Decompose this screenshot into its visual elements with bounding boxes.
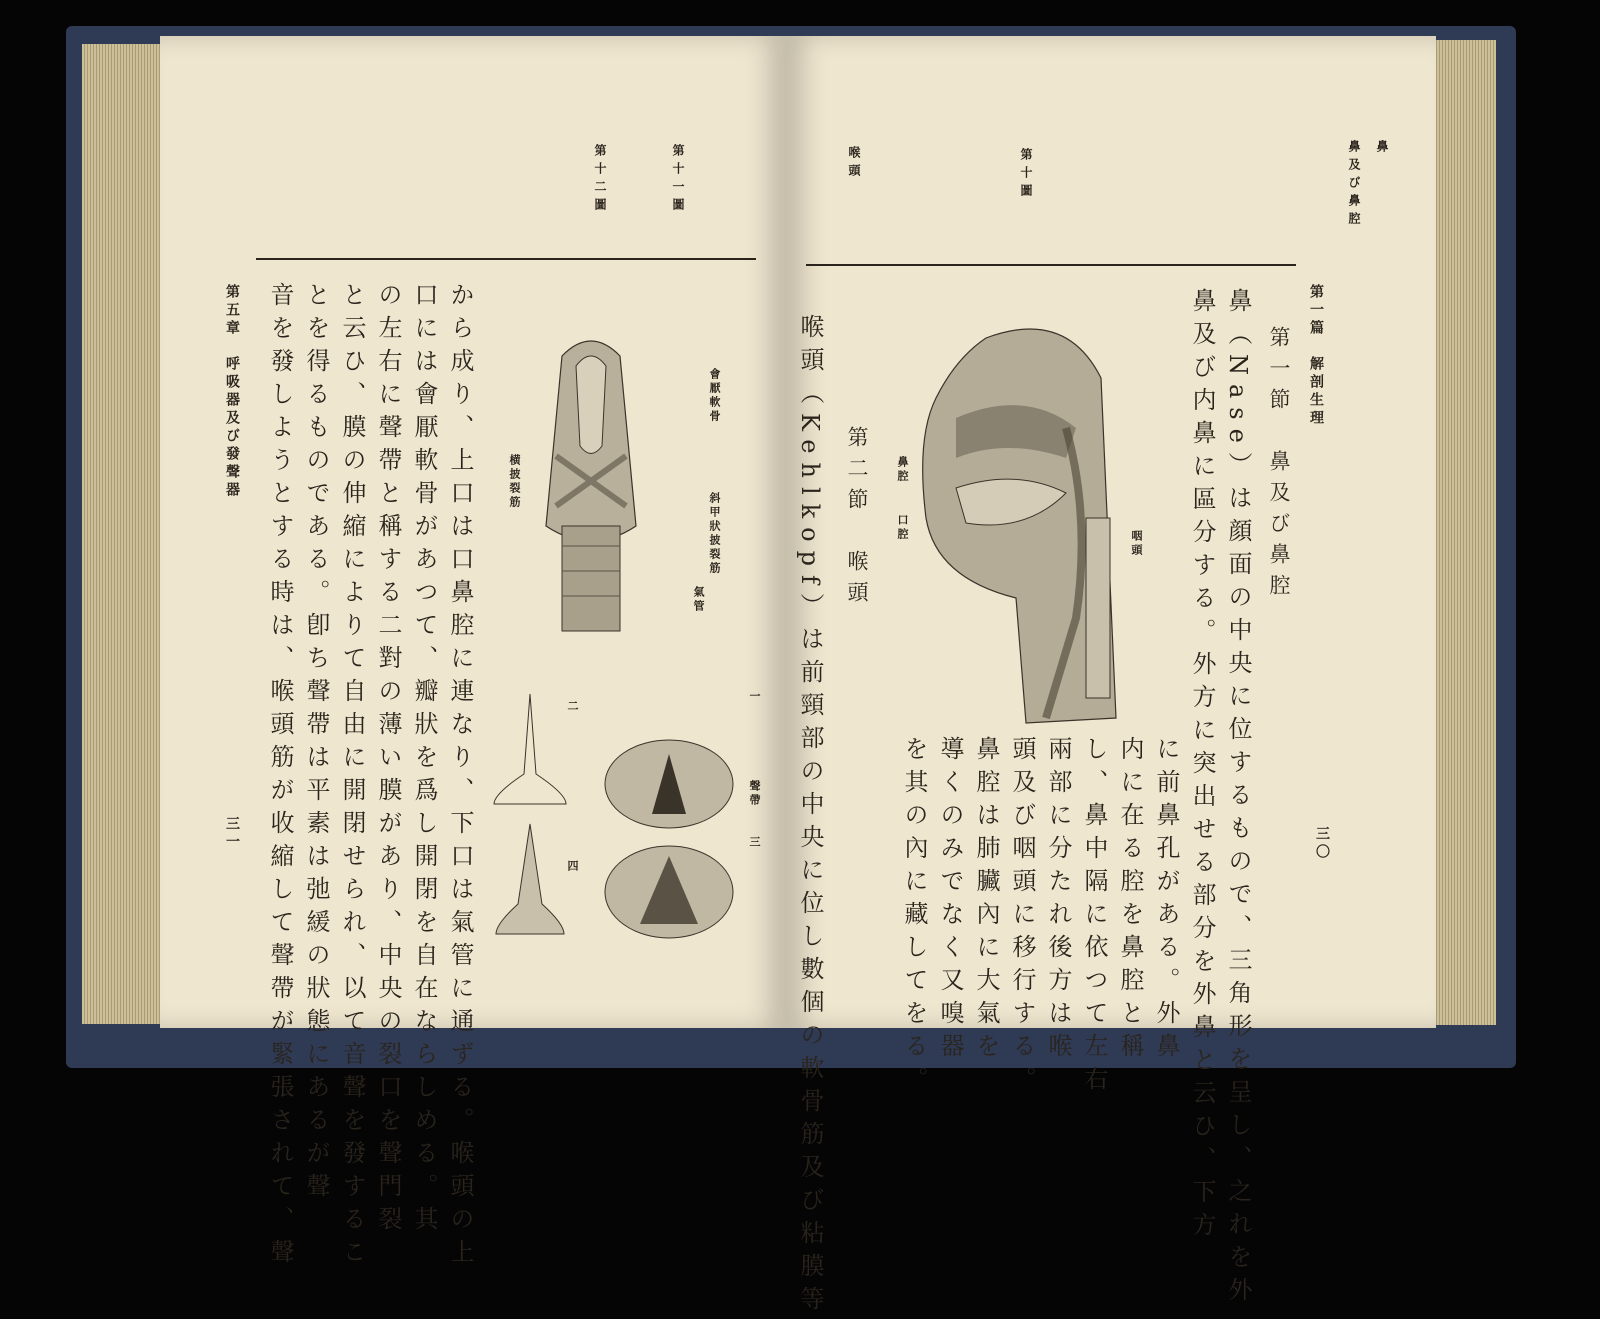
page-number-left: 三一 xyxy=(224,816,240,852)
label-oral-cavity: 口腔 xyxy=(896,514,909,542)
text-column: 鼻及び内鼻に區分する。外方に突出せる部分を外鼻と云ひ、下方 xyxy=(1188,288,1216,1245)
chapter-footer: 第五章 呼吸器及び發聲器 xyxy=(224,284,240,500)
page-edges-left xyxy=(82,44,160,1024)
caption-larynx: 喉頭 xyxy=(847,146,861,182)
label-transverse-muscle: 横披裂筋 xyxy=(508,454,521,510)
label-n1: 一 xyxy=(748,690,761,704)
label-nasal-cavity: 鼻腔 xyxy=(896,456,909,484)
larynx-figure xyxy=(532,326,650,636)
label-oblique-muscle: 斜甲狀披裂筋 xyxy=(708,492,721,576)
text-column: 音を發しようとする時は、喉頭筋が收縮して聲帶が緊張されて、聲 xyxy=(266,282,294,1272)
label-n4: 四 xyxy=(566,860,579,874)
left-page xyxy=(160,36,786,1272)
header-rule xyxy=(256,258,756,260)
section-heading-larynx: 第二節 喉頭 xyxy=(845,426,869,612)
text-column: 兩部に分たれ後方は喉 xyxy=(1044,736,1072,1066)
head-cross-section-figure xyxy=(916,318,1126,728)
page-number-right: 三〇 xyxy=(1314,826,1330,862)
text-column: 頭及び咽頭に移行する。 xyxy=(1008,736,1036,1099)
page-edges-right xyxy=(1434,40,1496,1025)
header-rule xyxy=(806,264,1296,266)
label-n3: 三 xyxy=(748,836,761,850)
vocal-cord-views xyxy=(600,734,738,944)
caption-fig-10: 第十圖 xyxy=(1019,148,1033,202)
margin-note-nose: 鼻 xyxy=(1375,140,1389,158)
right-page xyxy=(786,36,1436,1319)
text-column: 内に在る腔を鼻腔と稱 xyxy=(1116,736,1144,1066)
text-column: を其の內に藏してをる。 xyxy=(900,736,928,1099)
label-pharynx: 咽頭 xyxy=(1130,530,1143,558)
text-column: 鼻（Nase）は顔面の中央に位するもので、三角形を呈し、之れを外 xyxy=(1224,288,1252,1310)
text-column: 鼻腔は肺臟內に大氣を xyxy=(972,736,1000,1066)
text-column: に前鼻孔がある。外鼻 xyxy=(1152,736,1180,1066)
text-column: の左右に聲帶と稱する二對の薄い膜があり、中央の裂口を聲門裂 xyxy=(374,282,402,1239)
part-header: 第一篇 解剖生理 xyxy=(1308,284,1324,428)
text-column: と云ひ、膜の伸縮によりて自由に開閉せられ、以て音聲を發するこ xyxy=(338,282,366,1272)
text-column: から成り、上口は口鼻腔に連なり、下口は氣管に通ずる。喉頭の上 xyxy=(446,282,474,1272)
label-vocal-cords: 聲帶 xyxy=(748,780,761,808)
text-column-larynx: 喉頭（Kehlkopf）は前頸部の中央に位し數個の軟骨筋及び粘膜等 xyxy=(796,314,824,1319)
section-heading-nose: 第一節 鼻及び鼻腔 xyxy=(1267,326,1291,605)
label-epiglottis: 會厭軟骨 xyxy=(708,368,721,424)
text-column: とを得るものである。卽ち聲帶は平素は弛緩の狀態にあるが聲 xyxy=(302,282,330,1206)
text-column: し、鼻中隔に依つて左右 xyxy=(1080,736,1108,1099)
text-column: 導くのみでなく又嗅器 xyxy=(936,736,964,1066)
caption-fig-12: 第十二圖 xyxy=(593,144,607,216)
label-trachea: 氣管 xyxy=(692,586,705,614)
text-column: 口には會厭軟骨があつて、瓣狀を爲し開閉を自在ならしめる。其 xyxy=(410,282,438,1239)
caption-fig-11: 第十一圖 xyxy=(671,144,685,216)
label-n2: 二 xyxy=(566,700,579,714)
margin-note-nose-cavity: 鼻及び鼻腔 xyxy=(1347,140,1361,230)
glottis-diagrams xyxy=(490,694,570,944)
